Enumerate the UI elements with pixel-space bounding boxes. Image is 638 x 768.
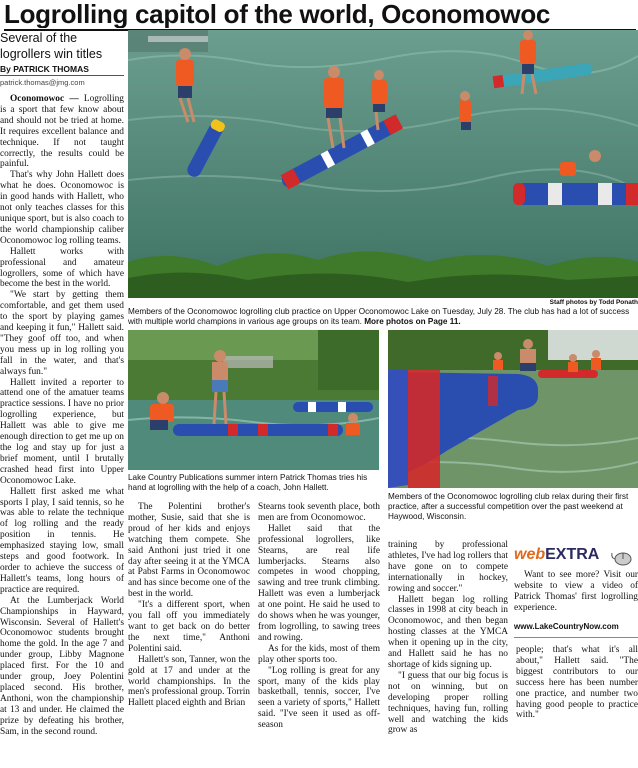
paragraph: Hallett began log rolling classes in 1998 at city beach in Oconomowoc, and then began hosting classes at the YMCA when it opening up in the city, and Hallett said he has no shortage of kids signing up. — [388, 594, 508, 670]
web-extra-logo: webEXTRA — [514, 546, 600, 563]
deck: Several of the logrollers win titles — [0, 31, 103, 61]
paragraph: Hallett first asked me what sports I play, I said tennis, so he was able to relate the technique of log rolling and the ready position in tennis. He emphasized staying low, small steps and good footwork. In order to achieve the success of Hallett's teams, long hours of practice are required. — [0, 486, 124, 595]
paragraph: "It's a different sport, when you fall off you immediately want to get back on do better the next time," Anthoni Polentini said. — [128, 600, 250, 654]
paragraph: training by professional athletes, I've had log rollers that have gone on to compete internationally in hockey, rowing and soccer." — [388, 540, 508, 594]
web-extra-link[interactable]: www.LakeCountryNow.com — [514, 622, 619, 631]
paragraph: That's why John Hallett does what he does. Oconomowoc is in good hands with Hallett, who not only teaches classes for this unique sport, but is also coach to the world championship caliber Oconomowoc log rolling teams. — [0, 170, 124, 246]
column-1 — [0, 94, 124, 737]
paragraph: "We start by getting them comfortable, and get them used to the sport by playing games and keeping it fun," Hallett said. "They goof off too, and when you mess up in log rolling you fall in the water, and that's always fun." — [0, 290, 124, 377]
main-photo-caption: Members of the Oconomowoc logrolling club practice on Upper Oconomowoc Lake on Tuesday, July 28. The club has had a lot of success with multiple world champions in various age groups on its team. More photos on Page 11. — [128, 307, 630, 326]
photo-credit: Staff photos by Todd Ponath — [549, 299, 638, 306]
paragraph: Stearns took seventh place, both men are from Oconomowoc. — [258, 502, 380, 523]
main-photo — [128, 30, 638, 298]
paragraph: Hallett's son, Tanner, won the gold at 17 and under at the world championships. In the men's professional group. Torrin Hallett placed eighth and Brian — [128, 654, 250, 709]
paragraph: Hallett invited a reporter to attend one of the amatuer teams practice sessions. I have no prior logrolling experience, but Hallett was able to give me enough direction to get me up on the log and stay up for just a brief moment, until I brutally crashed head first into Upper Oconomowoc Lake. — [0, 377, 124, 486]
paragraph: Hallet said that the professional logrollers, like Stearns, are real life lumberjacks. Stearns also competes in wood chopping, sawing and tree trunk climbing. Hallett was even a lumberjack at one point. He said he used to do shows when he was younger, from logrolling, to sawing trees and rowing. — [258, 523, 380, 643]
dateline: Oconomowoc — — [10, 94, 79, 104]
intern-photo-caption: Lake Country Publications summer intern Patrick Thomas tries his hand at logrolling with the help of a coach, John Hallett. — [128, 473, 368, 492]
paragraph: Hallett works with professional and amateur logrollers, some of which have become the best in the world. — [0, 246, 124, 290]
relax-photo-caption: Members of the Oconomowoc logrolling club relax during their first practice, after a successful competition over the past weekend at Haywood, Wisconsin. — [388, 492, 629, 521]
headline: Logrolling capitol of the world, Oconomowoc — [4, 0, 551, 28]
paragraph: "I guess that our big focus is not on winning, but on developing proper rolling techniques, having fun, rolling well and watching the kids grow as — [388, 670, 508, 736]
byline: By PATRICK THOMAS — [0, 64, 89, 74]
paragraph: people; that's what it's all about," Hallett said. "The biggest contributors to our success here has been number one practice, and number two having good people to practice with." — [516, 645, 638, 721]
column-5 — [516, 645, 638, 721]
byline-rule — [0, 75, 124, 76]
paragraph: At the Lumberjack World Championships in Hayward, Wisconsin. Several of Hallett's Oconomowoc students brought home the gold. In the age 7 and under group, Libby Magnone placed first. For the 10 and under group, Joey Polentini placed second. His brother, Anthoni, won the championship at 13 and under. He claimed the prize by defeating his brother, Sam, in the second round. — [0, 595, 124, 737]
more-photos-reference: More photos on Page 11. — [364, 317, 461, 326]
author-email[interactable]: patrick.thomas@jmg.com — [0, 78, 85, 87]
computer-mouse-icon — [610, 550, 632, 566]
intern-photo — [128, 330, 379, 470]
relax-photo — [388, 330, 638, 488]
paragraph: Oconomowoc — Logrolling is a sport that few know about and should not be tried at home. It requires excellent balance and technique. If not taught correctly, the results could be painful. — [0, 94, 124, 170]
column-2 — [128, 502, 250, 714]
web-extra-text: Want to see more? Visit our website to view a video of Patrick Thomas' first logrolling experience. — [514, 570, 638, 613]
column-4 — [388, 540, 508, 736]
paragraph: As for the kids, most of them play other sports too. — [258, 643, 380, 665]
paragraph: The Polentini brother's mother, Susie, said that she is proud of her kids and enjoys watching them compete. She said Anthoni just tried it one day after seeing it at the YMCA at Pabst Farms in Oconomowoc and has since become one of the best in the world. — [128, 502, 250, 600]
web-extra-rule — [514, 637, 638, 638]
web-extra-box — [514, 542, 638, 638]
column-3 — [258, 502, 380, 731]
paragraph: "Log rolling is great for any sport, many of the kids play basketball, tennis, soccer, I've seen a variety of sports," Hallett said. "I've seen it used as off-season — [258, 665, 380, 731]
